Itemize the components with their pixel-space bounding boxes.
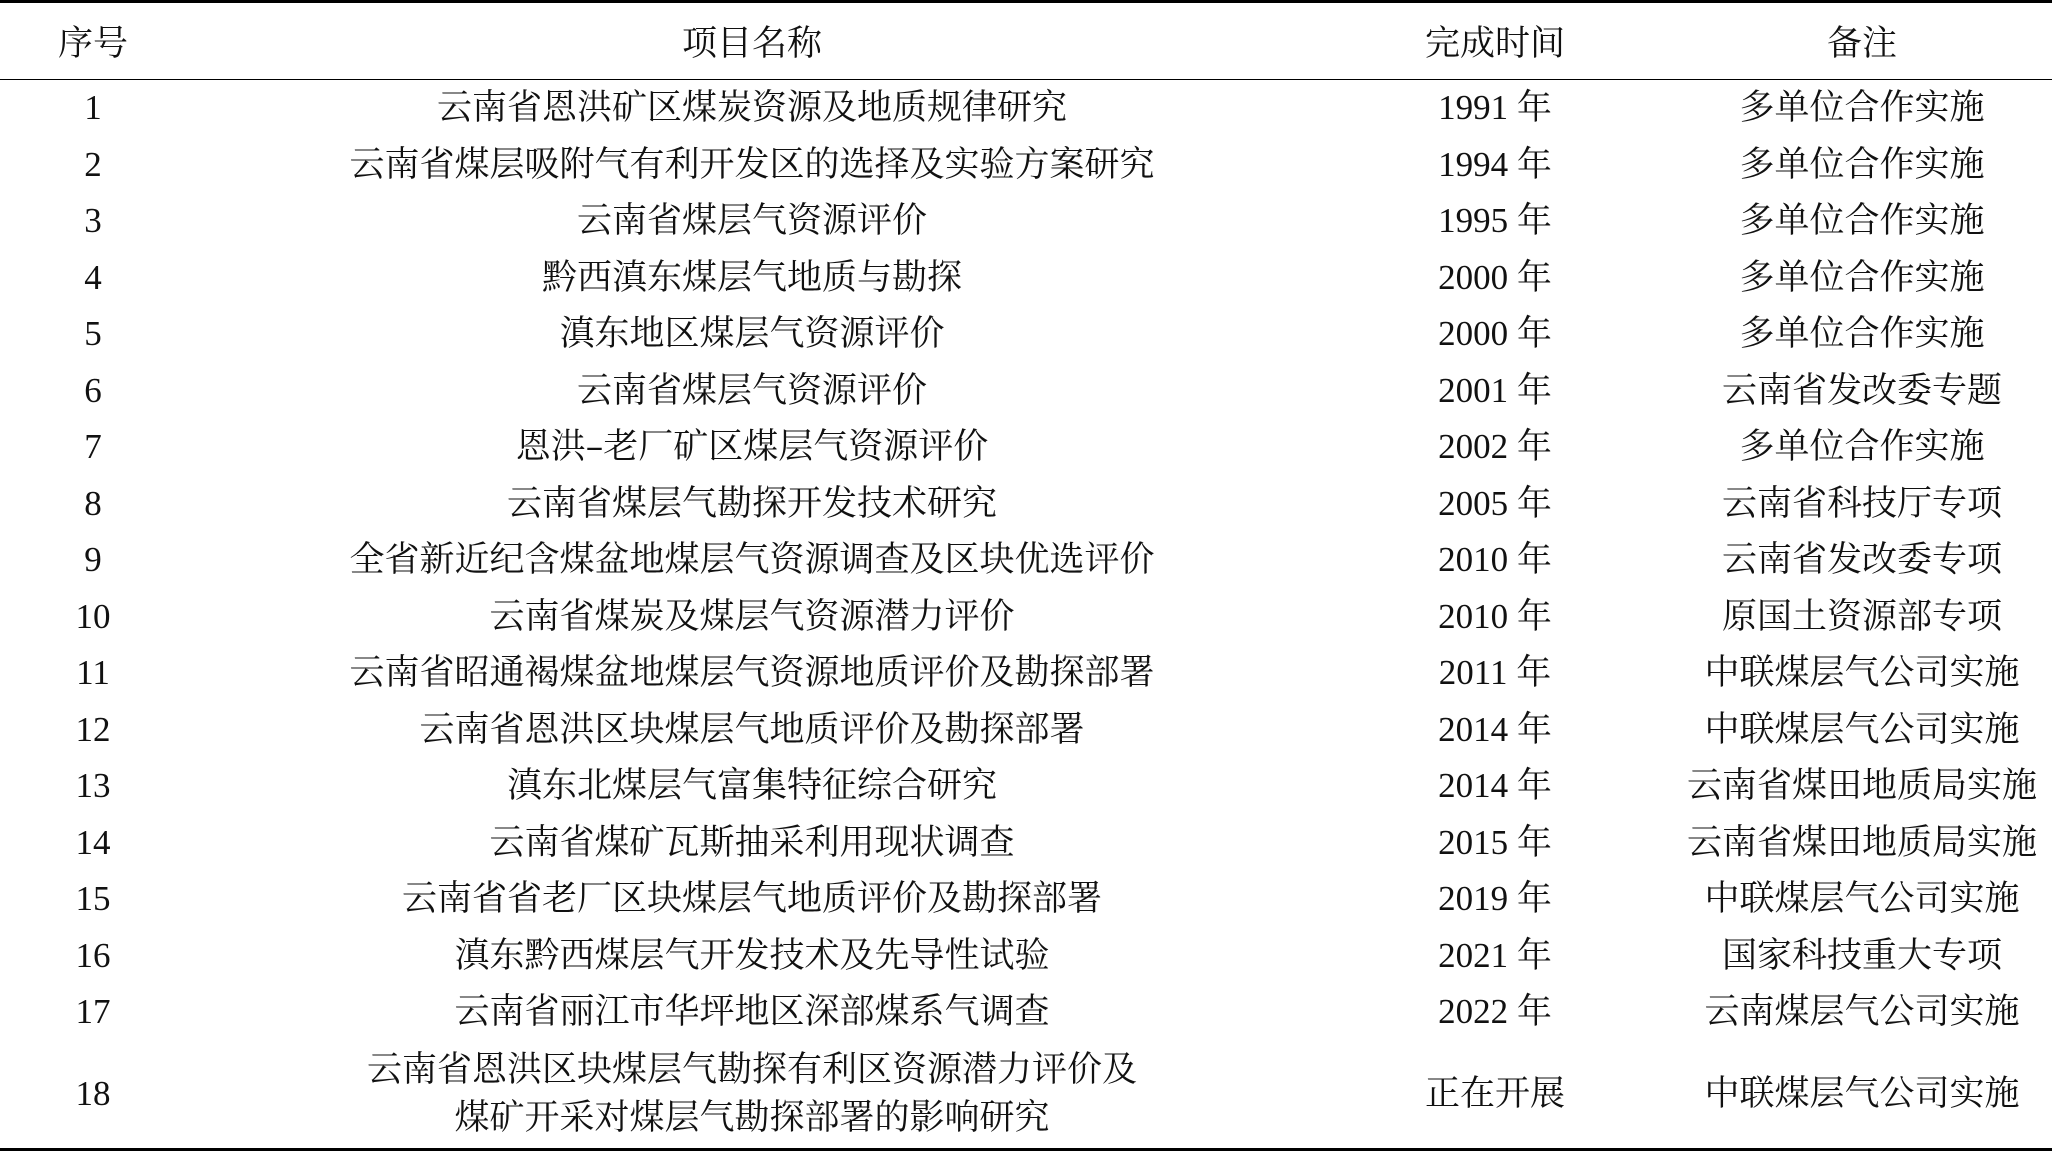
cell-completion-time: 2010 年 bbox=[1438, 596, 1552, 636]
cell-remarks: 原国土资源部专项 bbox=[1721, 596, 2002, 637]
cell-completion-time: 正在开展 bbox=[1318, 1041, 1672, 1150]
cell-completion-time: 1995 年 bbox=[1438, 201, 1552, 241]
cell-project-name: 滇东地区煤层气资源评价 bbox=[559, 314, 945, 355]
cell-completion-time: 2014 年 bbox=[1438, 766, 1552, 806]
cell-completion-time: 2000 年 bbox=[1438, 257, 1552, 297]
cell-remarks: 多单位合作实施 bbox=[1739, 314, 1985, 355]
cell-completion-time: 2019 年 bbox=[1438, 879, 1552, 919]
cell-index: 6 bbox=[84, 370, 102, 410]
table-row bbox=[0, 815, 2052, 872]
cell-index: 2 bbox=[84, 144, 102, 184]
cell-index: 14 bbox=[75, 822, 111, 862]
cell-index: 17 bbox=[75, 992, 111, 1032]
cell-completion-time: 2002 年 bbox=[1438, 427, 1552, 467]
table-row bbox=[0, 645, 2052, 702]
header-index: 序号 bbox=[0, 2, 186, 80]
table-row bbox=[0, 250, 2052, 307]
cell-index: 11 bbox=[76, 653, 110, 693]
table-row bbox=[0, 532, 2052, 589]
cell-project-name: 云南省煤炭及煤层气资源潜力评价 bbox=[489, 596, 1015, 637]
cell-completion-time: 2000 年 bbox=[1438, 314, 1552, 354]
cell-completion-time: 2011 年 bbox=[1438, 653, 1552, 693]
table-row bbox=[0, 589, 2052, 646]
cell-index: 16 bbox=[75, 935, 111, 975]
table-row bbox=[0, 306, 2052, 363]
table-row bbox=[0, 758, 2052, 815]
cell-remarks: 国家科技重大专项 bbox=[1721, 935, 2002, 976]
table-row bbox=[0, 702, 2052, 759]
cell-index: 18 bbox=[0, 1041, 186, 1150]
cell-project-name: 云南省煤矿瓦斯抽采利用现状调查 bbox=[489, 822, 1015, 863]
table-body bbox=[0, 80, 2052, 1150]
table-row bbox=[0, 871, 2052, 928]
cell-remarks: 多单位合作实施 bbox=[1739, 427, 1985, 468]
cell-project-name: 黔西滇东煤层气地质与勘探 bbox=[541, 257, 962, 298]
cell-project-name: 云南省煤层气勘探开发技术研究 bbox=[506, 483, 997, 524]
cell-remarks: 云南省煤田地质局实施 bbox=[1686, 766, 2037, 807]
table-header bbox=[0, 2, 2052, 80]
cell-project-name: 全省新近纪含煤盆地煤层气资源调查及区块优选评价 bbox=[349, 540, 1155, 581]
cell-project-name: 云南省丽江市华坪地区深部煤系气调查 bbox=[454, 992, 1050, 1033]
cell-completion-time: 2005 年 bbox=[1438, 483, 1552, 523]
cell-remarks: 多单位合作实施 bbox=[1739, 88, 1985, 129]
cell-completion-time: 2010 年 bbox=[1438, 540, 1552, 580]
table-row bbox=[0, 419, 2052, 476]
header-project-name: 项目名称 bbox=[186, 2, 1318, 80]
cell-remarks: 多单位合作实施 bbox=[1739, 201, 1985, 242]
cell-index: 5 bbox=[84, 314, 102, 354]
cell-index: 8 bbox=[84, 483, 102, 523]
cell-remarks: 云南省煤田地质局实施 bbox=[1686, 822, 2037, 863]
cell-remarks: 中联煤层气公司实施 bbox=[1704, 709, 2020, 750]
cell-project-name: 云南省煤层吸附气有利开发区的选择及实验方案研究 bbox=[349, 144, 1155, 185]
cell-project-name: 云南省恩洪矿区煤炭资源及地质规律研究 bbox=[436, 88, 1067, 129]
cell-remarks: 多单位合作实施 bbox=[1739, 257, 1985, 298]
cell-project-name bbox=[186, 1041, 1318, 1150]
table-row bbox=[0, 984, 2052, 1041]
cell-index: 7 bbox=[84, 427, 102, 467]
cell-completion-time: 1991 年 bbox=[1438, 88, 1552, 128]
cell-project-name: 云南省恩洪区块煤层气地质评价及勘探部署 bbox=[419, 709, 1085, 750]
cell-index: 4 bbox=[84, 257, 102, 297]
table-row bbox=[0, 476, 2052, 533]
cell-index: 13 bbox=[75, 766, 111, 806]
cell-index: 10 bbox=[75, 596, 111, 636]
cell-index: 3 bbox=[84, 201, 102, 241]
table-row bbox=[0, 80, 2052, 137]
cell-remarks: 多单位合作实施 bbox=[1739, 144, 1985, 185]
header-remarks: 备注 bbox=[1672, 2, 2052, 80]
cell-project-name: 恩洪–老厂矿区煤层气资源评价 bbox=[515, 427, 989, 468]
cell-completion-time: 2015 年 bbox=[1438, 822, 1552, 862]
cell-index: 12 bbox=[75, 709, 111, 749]
cell-completion-time: 2014 年 bbox=[1438, 709, 1552, 749]
cell-project-name: 云南省省老厂区块煤层气地质评价及勘探部署 bbox=[401, 879, 1102, 920]
cell-project-name: 云南省煤层气资源评价 bbox=[576, 370, 927, 411]
cell-completion-time: 2001 年 bbox=[1438, 370, 1552, 410]
cell-remarks: 云南省发改委专项 bbox=[1721, 540, 2002, 581]
cell-index: 1 bbox=[84, 88, 102, 128]
table-row bbox=[0, 1041, 2052, 1150]
cell-project-name: 滇东黔西煤层气开发技术及先导性试验 bbox=[454, 935, 1050, 976]
table-row bbox=[0, 137, 2052, 194]
cell-project-name-line2: 煤矿开采对煤层气勘探部署的影响研究 bbox=[454, 1098, 1050, 1138]
cell-remarks: 中联煤层气公司实施 bbox=[1704, 879, 2020, 920]
header-completion-time: 完成时间 bbox=[1318, 2, 1672, 80]
table-row bbox=[0, 928, 2052, 985]
cell-remarks: 云南煤层气公司实施 bbox=[1704, 992, 2020, 1033]
cell-project-name: 云南省昭通褐煤盆地煤层气资源地质评价及勘探部署 bbox=[349, 653, 1155, 694]
cell-remarks: 云南省发改委专题 bbox=[1721, 370, 2002, 411]
table-row bbox=[0, 193, 2052, 250]
cell-completion-time: 2021 年 bbox=[1438, 935, 1552, 975]
cell-completion-time: 1994 年 bbox=[1438, 144, 1552, 184]
cell-remarks: 中联煤层气公司实施 bbox=[1672, 1041, 2052, 1150]
cell-index: 15 bbox=[75, 879, 111, 919]
cell-index: 9 bbox=[84, 540, 102, 580]
cell-project-name-line1: 云南省恩洪区块煤层气勘探有利区资源潜力评价及 bbox=[366, 1049, 1137, 1090]
cell-completion-time: 2022 年 bbox=[1438, 992, 1552, 1032]
table-row bbox=[0, 363, 2052, 420]
cell-remarks: 云南省科技厅专项 bbox=[1721, 483, 2002, 524]
table-header-row bbox=[0, 2, 2052, 80]
cell-project-name: 滇东北煤层气富集特征综合研究 bbox=[506, 766, 997, 807]
cell-project-name: 云南省煤层气资源评价 bbox=[576, 201, 927, 242]
cell-remarks: 中联煤层气公司实施 bbox=[1704, 653, 2020, 694]
